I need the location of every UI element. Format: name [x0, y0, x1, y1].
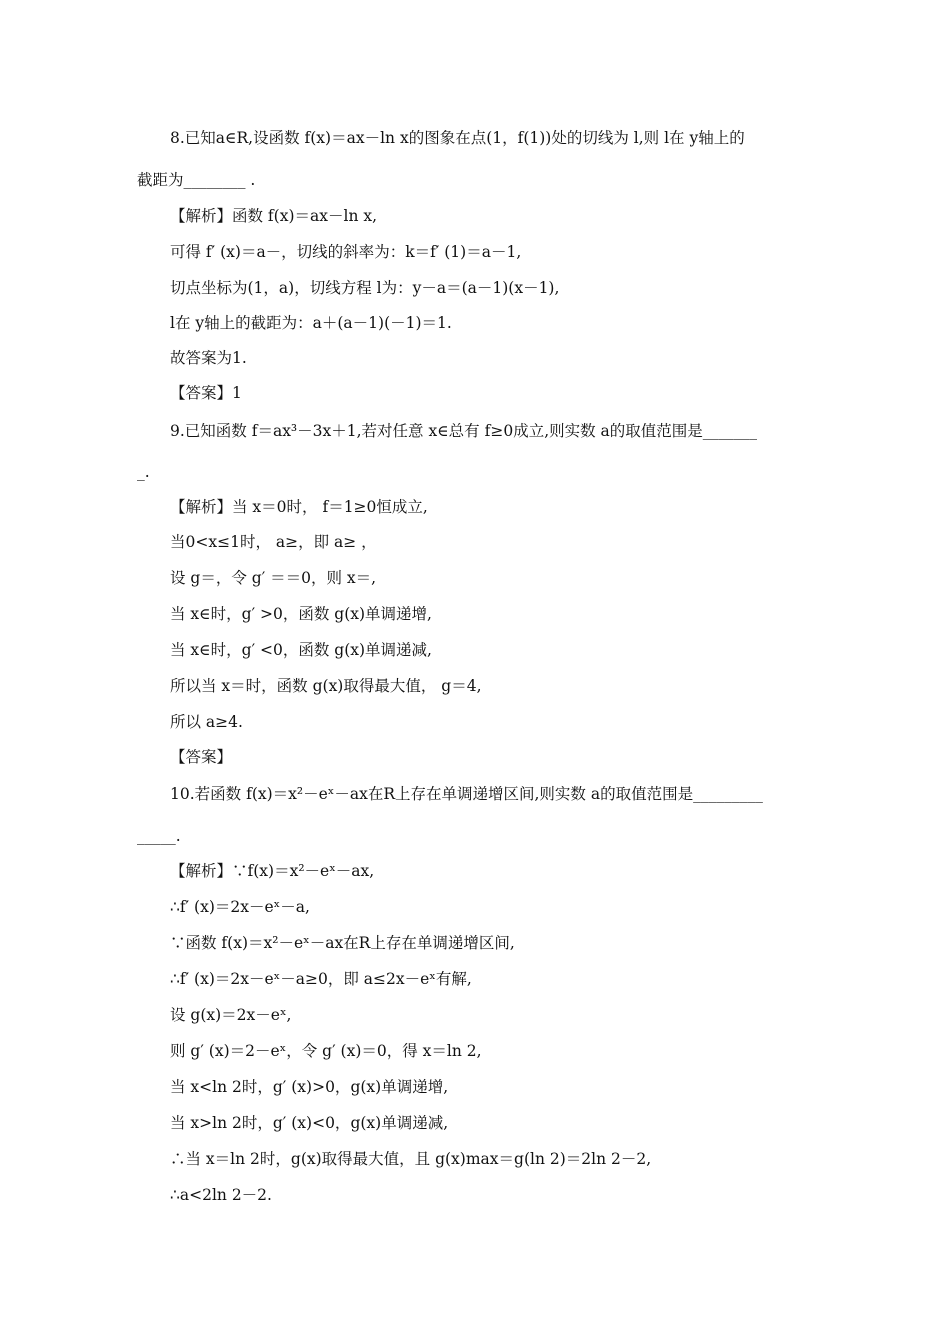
question-10-stem: 10.若函数 f(x)＝x²－eˣ－ax在R上存在单调递增区间,则实数 a的取值范围是_________ [170, 785, 763, 803]
question-10-blank: _____. [137, 827, 181, 845]
q8-analysis-line: 可得 f′ (x)＝a－，切线的斜率为：k＝f′ (1)＝a－1, [170, 243, 522, 261]
q10-analysis-line: ∴当 x＝ln 2时，g(x)取得最大值，且 g(x)max＝g(ln 2)＝2ln 2－2, [170, 1150, 652, 1168]
q10-analysis-line: 设 g(x)＝2x－eˣ, [170, 1006, 292, 1024]
question-9-stem: 9.已知函数 f＝ax³－3x＋1,若对任意 x∈总有 f≥0成立,则实数 a的取值范围是_______ [170, 422, 758, 440]
q9-analysis-line: 当 x∈时，g′ >0，函数 g(x)单调递增, [170, 605, 432, 623]
question-8-stem: 8.已知a∈R,设函数 f(x)＝ax－ln x的图象在点(1，f(1))处的切线为 l,则 l在 y轴上的 [170, 129, 745, 147]
q8-analysis-line: l在 y轴上的截距为：a＋(a－1)(－1)＝1. [170, 314, 452, 332]
q9-analysis-line: 当0<x≤1时， a≥，即 a≥ ， [170, 533, 377, 551]
q10-analysis-line: ∵函数 f(x)＝x²－eˣ－ax在R上存在单调递增区间, [170, 934, 515, 952]
q10-analysis-line: ∴a<2ln 2－2. [170, 1186, 272, 1204]
q9-analysis-line: 所以当 x＝时，函数 g(x)取得最大值， g＝4, [170, 677, 482, 695]
q8-analysis-line: 【解析】函数 f(x)＝ax－ln x, [170, 207, 378, 225]
q9-analysis-line: 【解析】当 x＝0时， f＝1≥0恒成立, [170, 498, 428, 516]
q8-analysis-line: 切点坐标为(1，a)，切线方程 l为：y－a＝(a－1)(x－1), [170, 279, 560, 297]
q9-answer: 【答案】 [170, 748, 233, 766]
q10-analysis-line: ∴f′ (x)＝2x－eˣ－a≥0，即 a≤2x－eˣ有解, [170, 970, 472, 988]
q10-analysis-line: 【解析】∵f(x)＝x²－eˣ－ax, [170, 862, 375, 880]
q10-analysis-line: ∴f′ (x)＝2x－eˣ－a, [170, 898, 310, 916]
q10-analysis-line: 当 x>ln 2时，g′ (x)<0，g(x)单调递减, [170, 1114, 449, 1132]
question-8-blank: 截距为________ . [137, 171, 256, 189]
q9-analysis-line: 所以 a≥4. [170, 713, 243, 731]
q8-answer: 【答案】1 [170, 384, 242, 402]
q9-analysis-line: 当 x∈时，g′ <0，函数 g(x)单调递减, [170, 641, 432, 659]
q10-analysis-line: 则 g′ (x)＝2－eˣ，令 g′ (x)＝0，得 x＝ln 2, [170, 1042, 482, 1060]
q10-analysis-line: 当 x<ln 2时，g′ (x)>0，g(x)单调递增, [170, 1078, 449, 1096]
q9-analysis-line: 设 g＝，令 g′ ＝＝0，则 x＝, [170, 569, 377, 587]
q8-analysis-line: 故答案为1. [170, 349, 247, 367]
question-9-blank: _. [137, 463, 150, 481]
